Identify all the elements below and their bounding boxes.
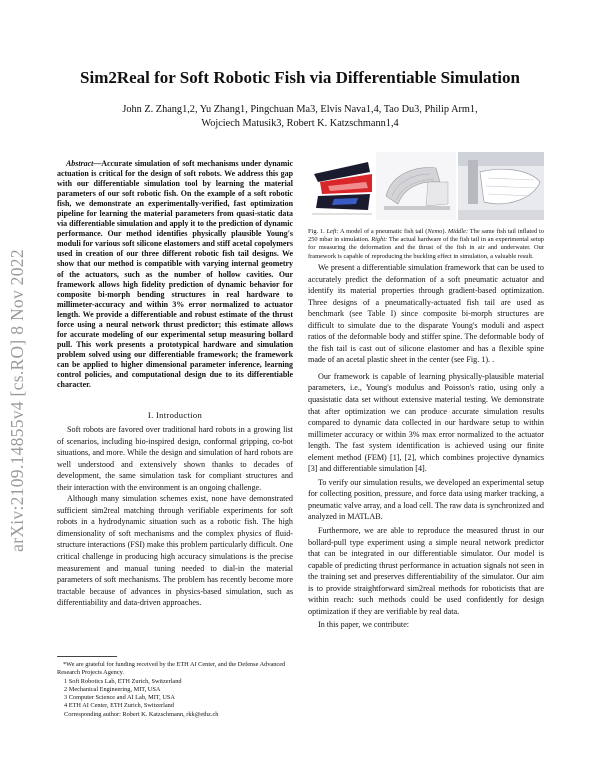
abstract-lead: Abstract <box>66 159 94 168</box>
footnotes <box>57 661 293 719</box>
right-column-text <box>308 262 544 633</box>
intro-paragraph-1: Soft robots are favored over traditional hard robots in a growing list of scenarios, including bio-inspired design, conformal gripping, co-bot situations, and more. While the design and simulation of hard robots are well understood and extensively shown thanks to decades of development, the same simulation task for compliant structures and their interaction with the environment is an ongoing challenge. <box>57 425 293 492</box>
fish-tail-hardware-image <box>458 152 544 220</box>
authors-line-1: John Z. Zhang1,2, Yu Zhang1, Pingchuan Ma3, Elvis Nava1,4, Tao Du3, Philip Arm1, <box>122 104 478 115</box>
fish-tail-simulation-image <box>376 152 456 220</box>
right-paragraph-5: In this paper, we contribute: <box>318 620 410 630</box>
footnote-affiliation-2: 2 Mechanical Engineering, MIT, USA <box>64 685 161 693</box>
right-paragraph-1: We present a differentiable simulation framework that can be used to accurately predict the deformation of a soft pneumatic actuator and identify its material properties through gradient-based optimization. Three designs of a pneumatically-actuated fish tail are used as benchmark (see Table I) since composite bi-morph structures are difficult to simulate due to the disparate Young's moduli and aspect ratios of the deformable body and stiffer spine. The deformable body of the fish tail is cast out of silicone elastomer and has a flexible spine made of an acetal plastic sheet in the center (see Fig. 1). . <box>308 263 544 365</box>
paper-title: Sim2Real for Soft Robotic Fish via Differentiable Simulation <box>80 68 520 87</box>
footnote-rule <box>57 656 117 657</box>
section-heading-introduction: I. Introduction <box>147 410 203 420</box>
introduction-text <box>57 424 293 609</box>
footnote-affiliation-1: 1 Soft Robotics Lab, ETH Zurich, Switzerland <box>64 677 182 685</box>
author-list <box>80 103 520 131</box>
figure-1 <box>308 152 544 220</box>
right-paragraph-3: To verify our simulation results, we developed an experimental setup for collecting position, pressure, and force data using marker tracking, a pneumatic valve array, and a load cell. The raw data is synchronized and analyzed in MATLAB. <box>308 477 544 522</box>
footnote-corresponding: Corresponding author: Robert K. Katzschmann, rkk@ethz.ch <box>64 710 219 718</box>
intro-paragraph-2: Although many simulation schemes exist, none have demonstrated sufficient sim2real matching through verifiable experiments for soft robots in a hydrodynamic situation such as a robotic fish. The high dimensionality of soft mechanisms and the complex physics of fluid-structure interactions (FSI) make this problem particularly difficult. One critical challenge in producing high accuracy simulations is the precise measurement and manual tuning needed to dial-in the material parameters of soft mechanisms. The problem has recently become more tractable because of advances in physics-based simulation, such as differentiability and data-driven approaches. <box>57 494 293 608</box>
footnote-affiliation-3: 3 Computer Science and AI Lab, MIT, USA <box>64 694 175 702</box>
abstract <box>57 159 293 390</box>
authors-line-2: Wojciech Matusik3, Robert K. Katzschmann1,4 <box>201 118 399 129</box>
figure-1-caption: Fig. 1. Left: A model of a pneumatic fish tail (Nemo). Middle: The same fish tail inflated to 250 mbar in simulation. Right: The actual hardware of the fish tail in an experimental setup for measuring the deformation and the thrust of the fish in air and underwater. Our framework is capable of reproducing the buckling effect in simulation, a valuable result. <box>308 228 545 260</box>
right-paragraph-2: Our framework is capable of learning physically-plausible material parameters, i.e., Young's modulus and Poisson's ratio, using only a quasistatic data set without extensive material testing. We demonstrate that after optimization we can produce accurate simulation results compared to dynamic data collected in our hardware setup to within millimeter accuracy or within 3% max error normalized to the actuator length. The fast system identification is achieved using our finite element method (FEM) [1], [2], which combines projective dynamics [3] and differentiable simulation [4]. <box>308 371 544 474</box>
arxiv-stamp: arXiv:2109.14855v4 [cs.RO] 8 Nov 2022 <box>6 249 27 552</box>
fish-tail-model-image <box>308 152 374 220</box>
footnote-affiliation-4: 4 ETH AI Center, ETH Zurich, Switzerland <box>64 702 174 710</box>
right-paragraph-4: Furthermore, we are able to reproduce the measured thrust in our bollard-pull type experiment using a simple neural network predictor that can be integrated in our differentiable simulator. Our model is capable of predicting thrust performance in actuation signals not seen in the training set and preserves differentiability of the simulator. Our aim is to provide straightforward sim2real methods for roboticists that are within reach: such methods could be used confidently for design optimization if they are verifiable by real data. <box>308 526 544 616</box>
footnote-funding: *We are grateful for funding received by the ETH AI Center, and the Defense Advanced Research Projects Agency. <box>57 661 286 677</box>
abstract-body: —Accurate simulation of soft mechanisms under dynamic actuation is critical for the design of soft robots. We address this gap with our differentiable simulation tool by learning the material parameters of our soft robotic fish. On the example of a soft robotic fish, we demonstrate an experimentally-verified, fast optimization pipeline for learning the material parameters from quasi-static data via differentiable simulation and apply it to the prediction of dynamic performance. Our method identifies physically plausible Young's moduli for various soft silicone elastomers and stiff acetal copolymers used in creation of our three different robotic fish tail designs. We show that our method is compatible with varying internal geometry of the actuators, such as the number of hollow cavities. Our framework allows high fidelity prediction of dynamic behavior for composite bi-morph bending structures in real hardware to millimeter-accuracy and within 3% error normalized to actuator length. We provide a differentiable and robust estimate of the thrust force using a neural network thrust predictor; this estimate allows for accurate modeling of our experimental setup measuring bollard pull. This work presents a prototypical hardware and simulation problem solved using our differentiable framework; the framework can be applied to higher dimensional parameter inference, learning control policies, and computational design due to its differentiable character. <box>57 159 293 390</box>
